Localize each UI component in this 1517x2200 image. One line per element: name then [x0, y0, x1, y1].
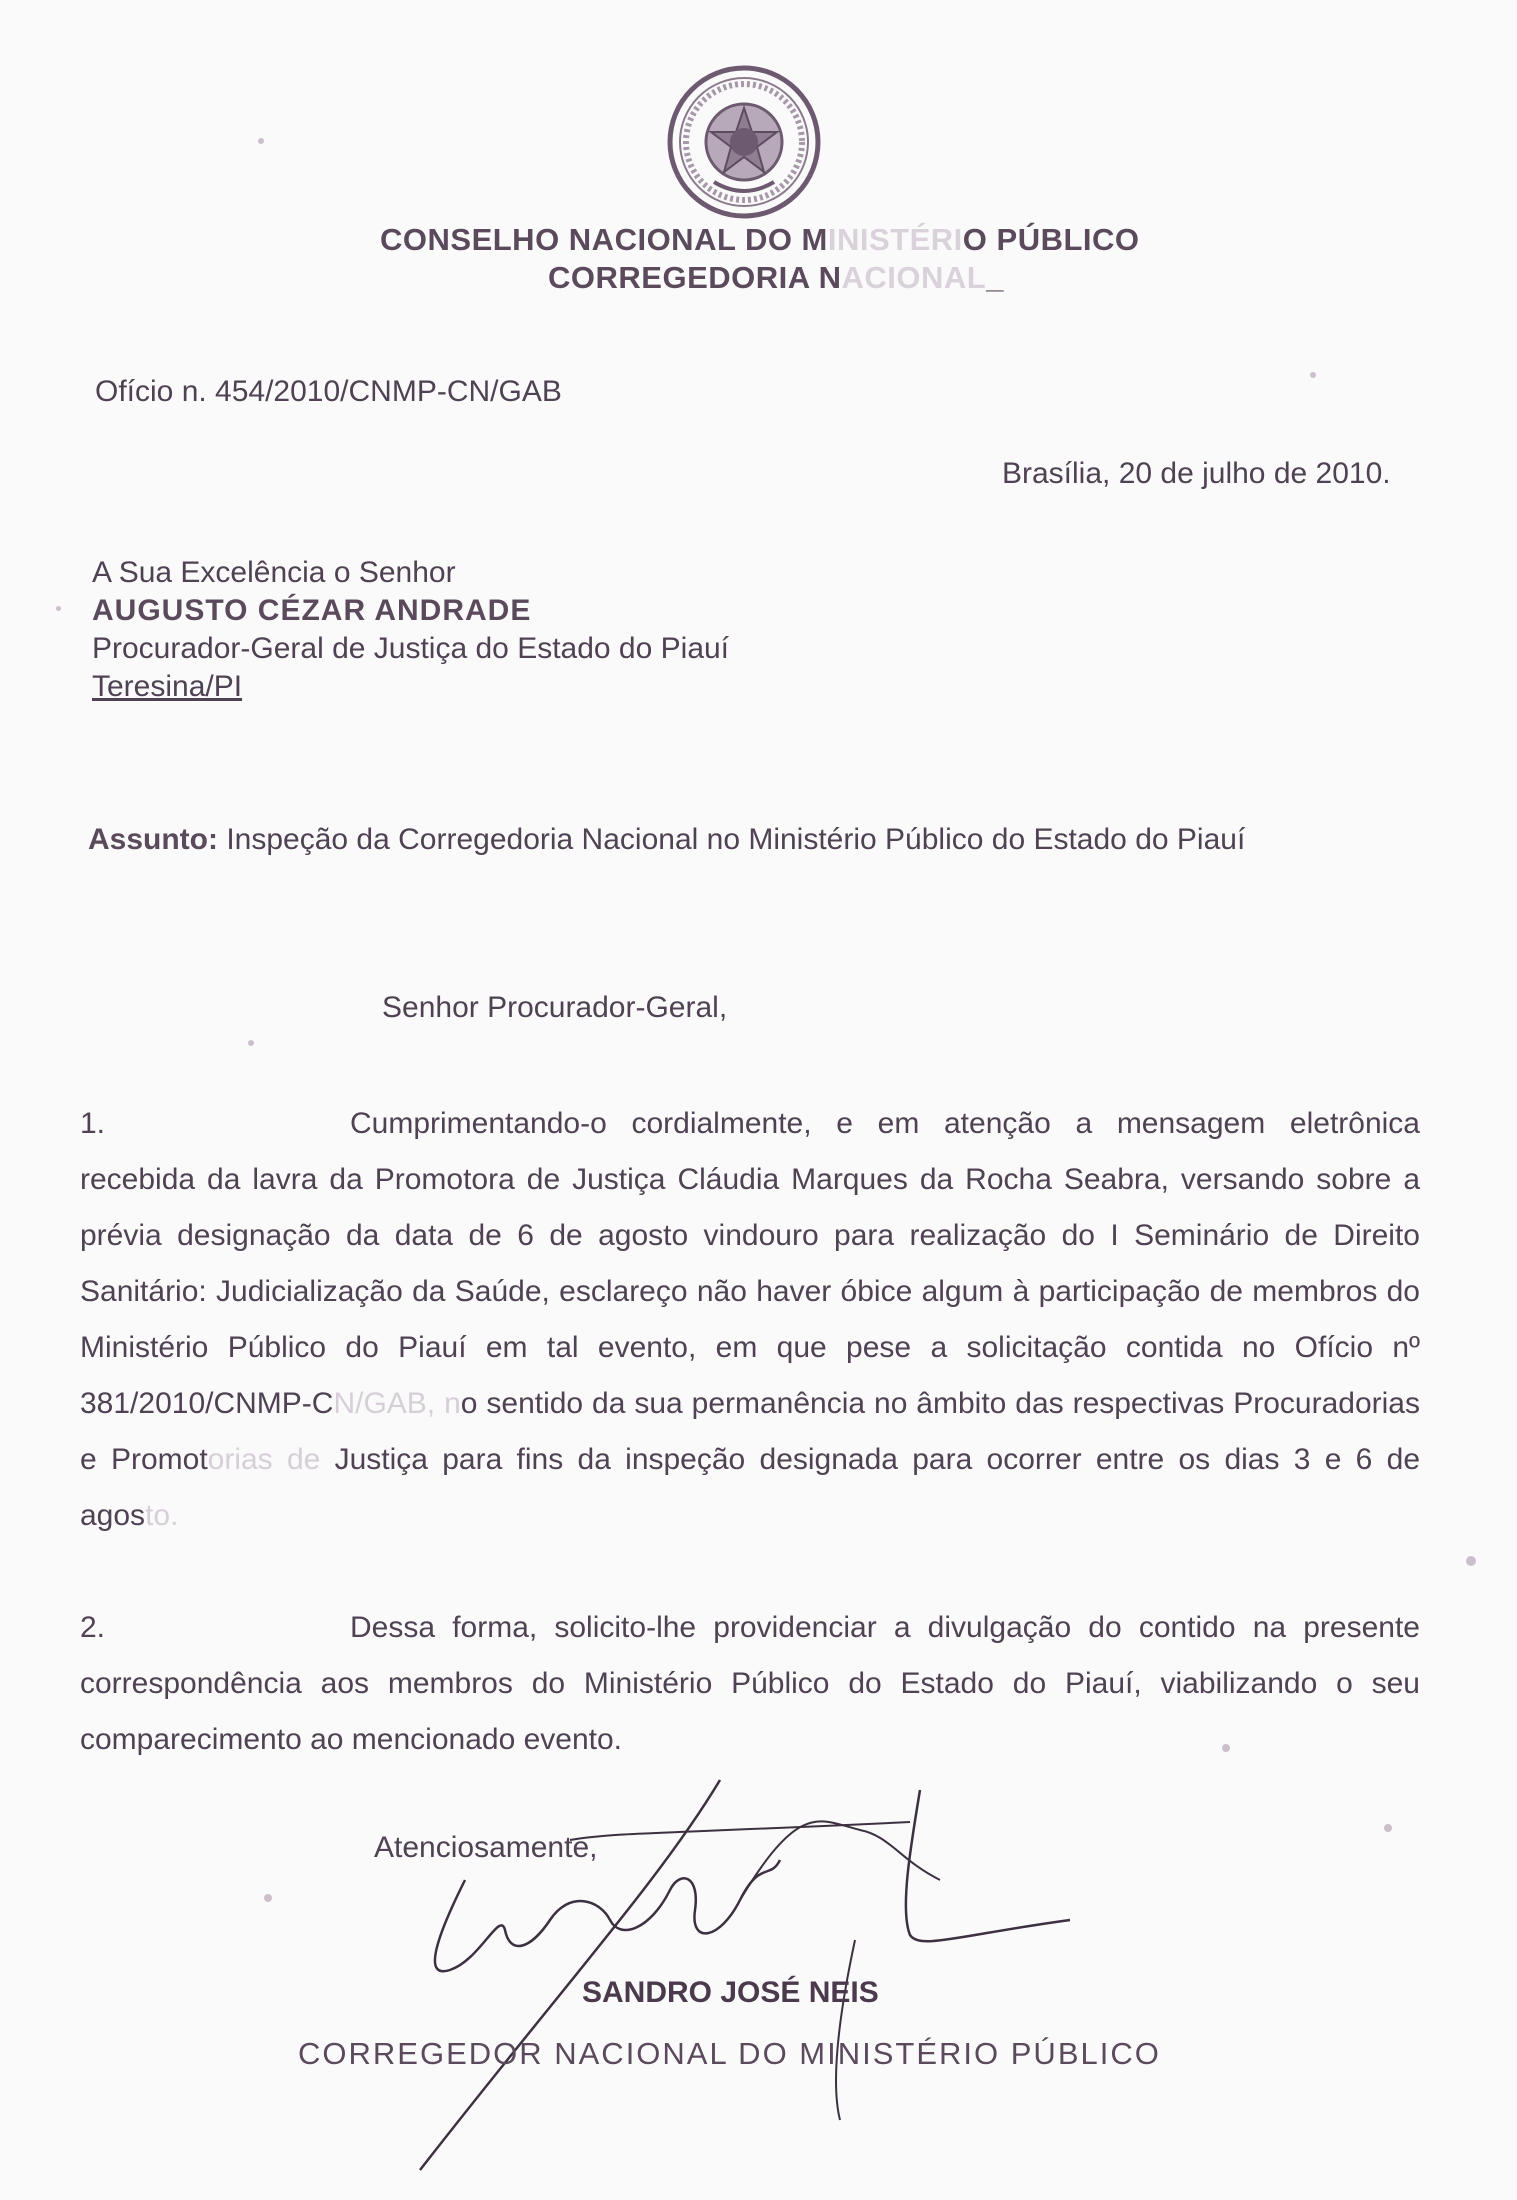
- paper-speck: [258, 138, 264, 144]
- recipient-block: [92, 554, 729, 706]
- header-line-1-part-b: O PÚBLICO: [962, 222, 1140, 257]
- document-reference: Ofício n. 454/2010/CNMP-CN/GAB: [95, 375, 562, 408]
- paper-speck: [1466, 1556, 1476, 1566]
- paragraph-1-faded-c: to.: [145, 1499, 179, 1532]
- paragraph-1: [80, 1096, 1420, 1544]
- paper-speck: [248, 1040, 254, 1046]
- paragraph-2-text: Dessa forma, solicito-lhe providenciar a divulgação do contido na presente correspondência aos membros do Ministério Público do Estado do Piauí, viabilizando o seu comparecimento ao mencionado evento.: [80, 1611, 1420, 1756]
- subject-line: [88, 812, 1245, 868]
- header-line-2-faded: ACIONAL: [841, 260, 987, 295]
- handwritten-signature: [300, 1760, 1100, 2180]
- header-line-1: [380, 222, 1140, 258]
- recipient-name: AUGUSTO CÉZAR ANDRADE: [92, 594, 532, 627]
- closing: Atenciosamente,: [374, 1831, 598, 1864]
- header-line-1-faded: INISTÉRI: [827, 222, 963, 257]
- paragraph-1-faded-b: orias de: [207, 1443, 321, 1476]
- signatory-name: SANDRO JOSÉ NEIS: [582, 1976, 879, 2009]
- subject-text: Inspeção da Corregedoria Nacional no Ministério Público do Estado do Piauí: [218, 823, 1246, 856]
- brasao-seal-icon: [664, 62, 824, 222]
- paragraph-1-text-c: Justiça para fins da inspeção designada para ocorrer entre os dias 3 e 6 de agos: [80, 1443, 1421, 1532]
- paper-speck: [1384, 1824, 1392, 1832]
- header-line-2: [548, 260, 1004, 296]
- subject-label: Assunto:: [88, 823, 218, 856]
- paper-speck: [1222, 1744, 1230, 1752]
- paragraph-2-number: 2.: [80, 1611, 106, 1644]
- signatory-title: CORREGEDOR NACIONAL DO MINISTÉRIO PÚBLICO: [298, 2036, 1161, 2071]
- document-date: Brasília, 20 de julho de 2010.: [1002, 457, 1391, 490]
- paper-speck: [1310, 372, 1316, 378]
- paragraph-1-number: 1.: [80, 1107, 106, 1140]
- paper-speck: [264, 1894, 272, 1902]
- greeting: Senhor Procurador-Geral,: [382, 991, 728, 1024]
- paragraph-1-faded-a: N/GAB, n: [333, 1387, 461, 1420]
- header-line-2-part-a: CORREGEDORIA N: [548, 260, 842, 295]
- recipient-location: Teresina/PI: [92, 670, 243, 703]
- header-line-1-part-a: CONSELHO NACIONAL DO M: [380, 222, 828, 257]
- paragraph-1-text-a: Cumprimentando-o cordialmente, e em atenção a mensagem eletrônica recebida da lavra da Promotora de Justiça Cláudia Marques da Rocha Seabra, versando sobre a prévia designação da data de 6 de agosto vindouro para realização do I Seminário de Direito Sanitário: Judicialização da Saúde, esclareço não haver óbice algum à participação de membros do Ministério Público do Piauí em tal evento, em que pese a solicitação contida no Ofício nº 381/2010/CNMP-C: [80, 1107, 1420, 1420]
- paper-speck: [56, 606, 61, 611]
- paragraph-2: [80, 1600, 1420, 1768]
- recipient-salutation: A Sua Excelência o Senhor: [92, 556, 456, 589]
- paragraph-1-text-b: o sentido da sua permanência no âmbito das respectivas Procuradorias e Promot: [80, 1387, 1420, 1476]
- header-line-2-part-b: _: [986, 260, 1004, 295]
- recipient-role: Procurador-Geral de Justiça do Estado do Piauí: [92, 632, 730, 665]
